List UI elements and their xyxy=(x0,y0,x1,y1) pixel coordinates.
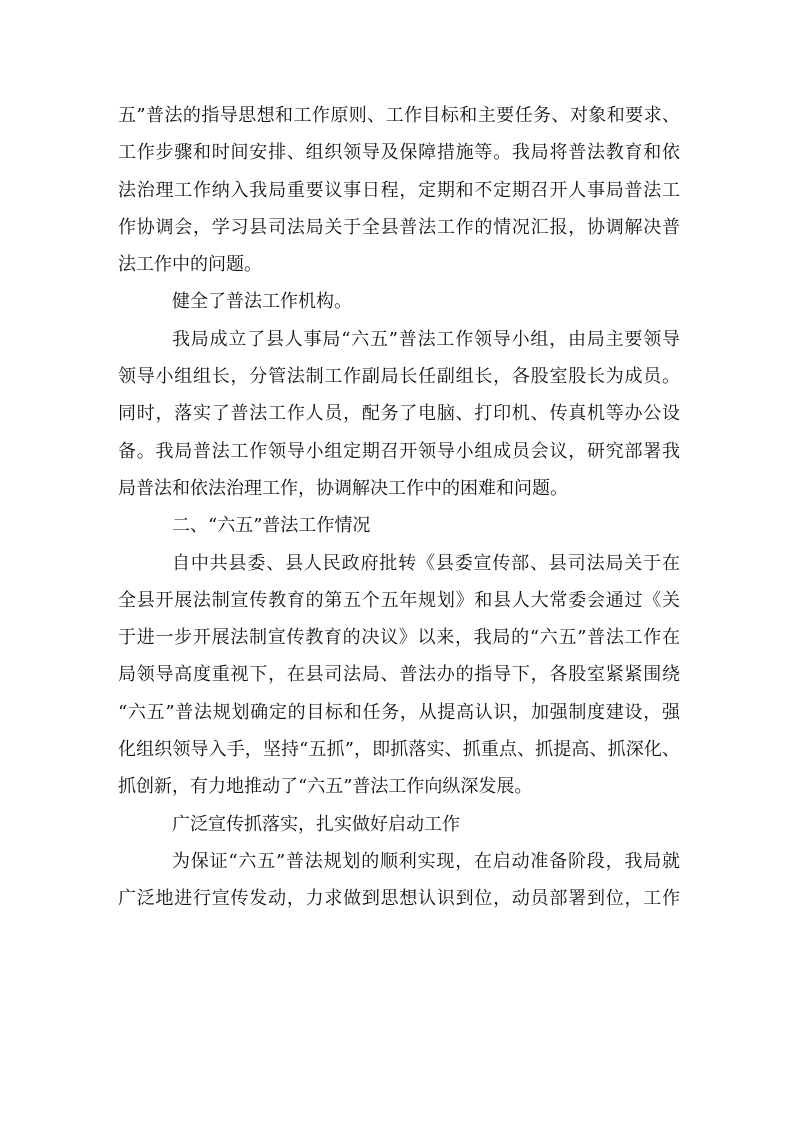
text-line: 备。我局普法工作领导小组定期召开领导小组成员会议，研究部署我 xyxy=(118,440,680,462)
text-line: 广泛地进行宣传发动，力求做到思想认识到位，动员部署到位，工作 xyxy=(118,888,680,910)
text-line: 作协调会，学习县司法局关于全县普法工作的情况汇报，协调解决普 xyxy=(118,216,680,238)
text-line: 同时，落实了普法工作人员，配务了电脑、打印机、传真机等办公设 xyxy=(118,403,680,425)
text-line: 为保证“六五”普法规划的顺利实现，在启动准备阶段，我局就 xyxy=(172,850,680,872)
text-line: 我局成立了县人事局“六五”普法工作领导小组，由局主要领导 xyxy=(172,328,680,350)
text-line: 法治理工作纳入我局重要议事日程，定期和不定期召开人事局普法工 xyxy=(118,179,680,201)
text-line: 广泛宣传抓落实，扎实做好启动工作 xyxy=(172,813,460,835)
text-line: 工作步骤和时间安排、组织领导及保障措施等。我局将普法教育和依 xyxy=(118,142,680,164)
text-line: 二、“六五”普法工作情况 xyxy=(172,515,371,537)
text-line: “六五”普法规划确定的目标和任务，从提高认识，加强制度建设，强 xyxy=(118,701,680,723)
text-line: 抓创新，有力地推动了“六五”普法工作向纵深发展。 xyxy=(118,776,533,798)
text-line: 五”普法的指导思想和工作原则、工作目标和主要任务、对象和要求、 xyxy=(118,105,680,126)
text-line: 局普法和依法治理工作，协调解决工作中的困难和问题。 xyxy=(118,477,568,499)
text-line: 化组织领导入手，坚持“五抓”，即抓落实、抓重点、抓提高、抓深化、 xyxy=(118,739,680,761)
document-body xyxy=(118,97,680,918)
text-line: 法工作中的问题。 xyxy=(118,254,262,276)
text-line: 局领导高度重视下，在县司法局、普法办的指导下，各股室紧紧围绕 xyxy=(118,664,680,686)
text-line: 领导小组组长，分管法制工作副局长任副组长，各股室股长为成员。 xyxy=(118,366,680,388)
text-line: 于进一步开展法制宣传教育的决议》以来，我局的“六五”普法工作在 xyxy=(118,627,680,649)
text-line: 全县开展法制宣传教育的第五个五年规划》和县人大常委会通过《关 xyxy=(118,589,680,611)
text-line: 健全了普法工作机构。 xyxy=(172,291,352,313)
text-line: 自中共县委、县人民政府批转《县委宣传部、县司法局关于在 xyxy=(172,552,680,574)
